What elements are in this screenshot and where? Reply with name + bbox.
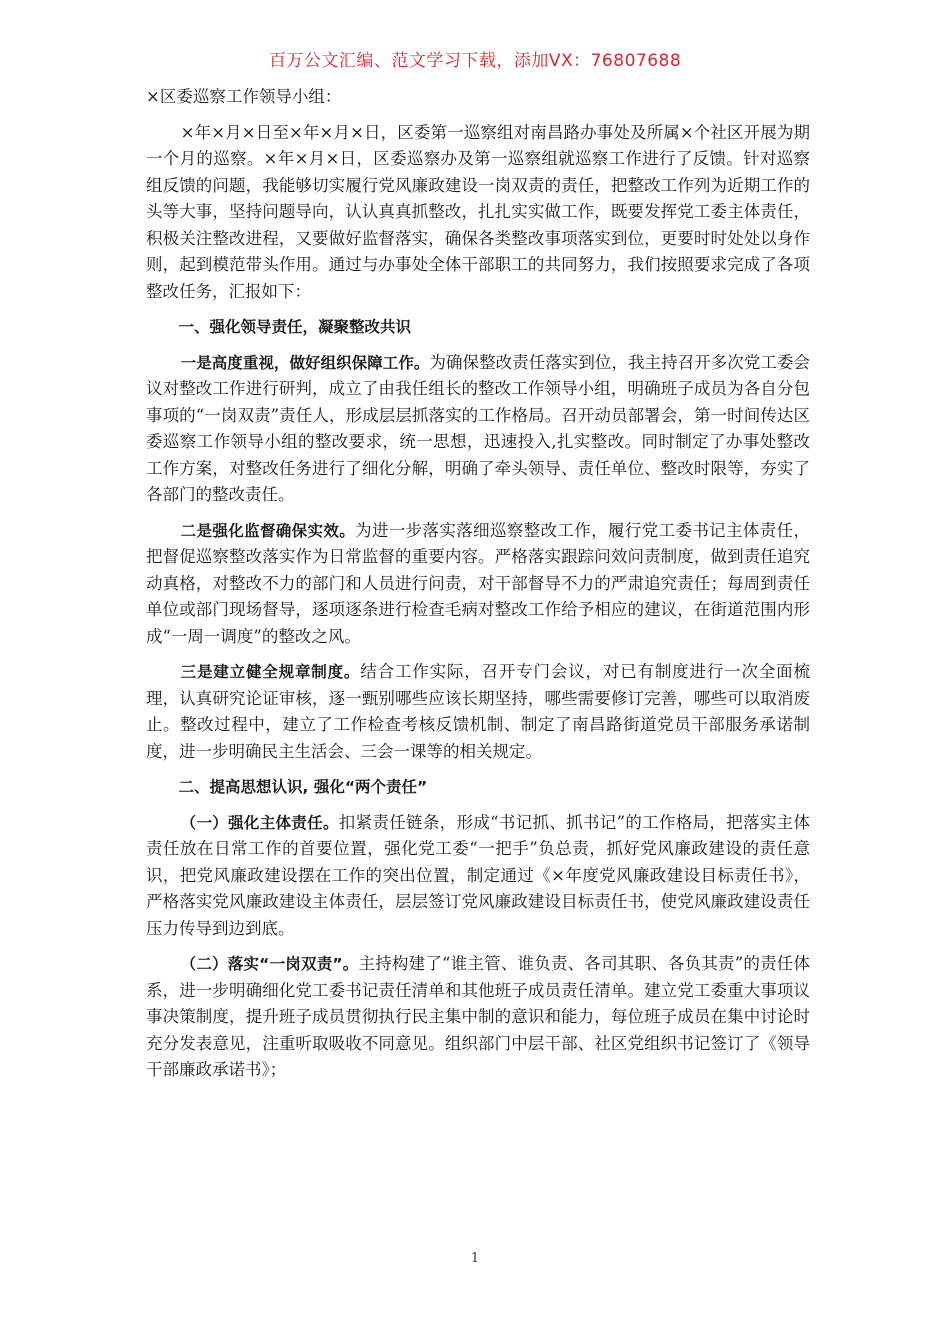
- paragraph-text: 主持构建了“谁主管、谁负责、各司其职、各负其责”的责任体系，进一步明确细化党工委书记责任清单和其他班子成员责任清单。建立党工委重大事项议事决策制度，提升班子成员贯彻执行民主集中制的意识和能力，每位班子成员在集中讨论时充分发表意见，注重听取吸收不同意见。组织部门中层干部、社区党组织书记签订了《领导干部廉政承诺书》；: [146, 954, 811, 1079]
- paragraph-lead: 三是建立健全规章制度。: [180, 663, 361, 681]
- section-1-paragraph-1: [146, 350, 810, 509]
- paragraph-lead: 二是强化监督确保实效。: [180, 521, 356, 540]
- salutation: ×区委巡察工作领导小组：: [146, 87, 342, 106]
- intro-paragraph: ×年×月×日至×年×月×日，区委第一巡察组对南昌路办事处及所属×个社区开展为期一个月的巡察。×年×月×日，区委巡察办及第一巡察组就巡察工作进行了反馈。针对巡察组反馈的问题，我能够切实履行党风廉政建设一岗双责的责任，把整改工作列为近期工作的头等大事，坚持问题导向，认认真真抓整改，扎扎实实做工作，既要发挥党工委主体责任，积极关注整改进程，又要做好监督落实，确保各类整改事项落实到位，更要时时处处以身作则，起到模范带头作用。通过与办事处全体干部职工的共同努力，我们按照要求完成了各项整改任务，汇报如下：: [146, 122, 810, 301]
- section-1-paragraph-3: [146, 659, 810, 765]
- paragraph-text: 结合工作实际，召开专门会议，对已有制度进行一次全面梳理，认真研究论证审核，逐一甄别哪些应该长期坚持，哪些需要修订完善，哪些可以取消废止。整改过程中，建立了工作检查考核反馈机制、制定了南昌路街道党员干部服务承诺制度，进一步明确民主生活会、三会一课等的相关规定。: [146, 662, 810, 761]
- paragraph-lead: （二）落实“一岗双责”。: [180, 955, 359, 973]
- document-body: [146, 84, 810, 1084]
- paragraph-lead: 一是高度重视，做好组织保障工作。: [180, 353, 430, 372]
- section-2-heading: 二、提高思想认识, 强化“两个责任”: [178, 778, 428, 796]
- paragraph-lead: （一）强化主体责任。: [180, 813, 339, 832]
- watermark-header: 百万公文汇编、范文学习下载，添加VX：76807688: [268, 51, 682, 71]
- section-1-heading: 一、强化领导责任，凝聚整改共识: [178, 318, 412, 336]
- paragraph-text: 为确保整改责任落实到位，我主持召开多次党工委会议对整改工作进行研判，成立了由我任组长的整改工作领导小组，明确班子成员为各自分包事项的“一岗双责”责任人，形成层层抓落实的工作格局。召开动员部署会，第一时间传达区委巡察工作领导小组的整改要求，统一思想，迅速投入,扎实整改。同时制定了办事处整改工作方案，对整改任务进行了细化分解，明确了牵头领导、责任单位、整改时限等，夯实了各部门的整改责任。: [146, 352, 810, 504]
- section-2-paragraph-2: [146, 951, 810, 1084]
- page-number: 1: [470, 1251, 480, 1266]
- section-2-paragraph-1: [146, 810, 810, 943]
- paragraph-text: 为进一步落实落细巡察整改工作，履行党工委书记主体责任，把督促巡察整改落实作为日常监督的重要内容。严格落实跟踪问效问责制度，做到责任追究动真格，对整改不力的部门和人员进行问责，对干部督导不力的严肃追究责任；每周到责任单位或部门现场督导，逐项逐条进行检查毛病对整改工作给予相应的建议，在街道范围内形成“一周一调度”的整改之风。: [146, 520, 810, 646]
- section-1-paragraph-2: [146, 518, 810, 651]
- paragraph-text: 扣紧责任链条，形成“书记抓、抓书记”的工作格局，把落实主体责任放在日常工作的首要位置，强化党工委“一把手”负总责，抓好党风廉政建设的责任意识，把党风廉政建设摆在工作的突出位置，制定通过《×年度党风廉政建设目标责任书》，严格落实党风廉政建设主体责任，层层签订党风廉政建设目标责任书，使党风廉政建设责任压力传导到边到底。: [146, 812, 810, 938]
